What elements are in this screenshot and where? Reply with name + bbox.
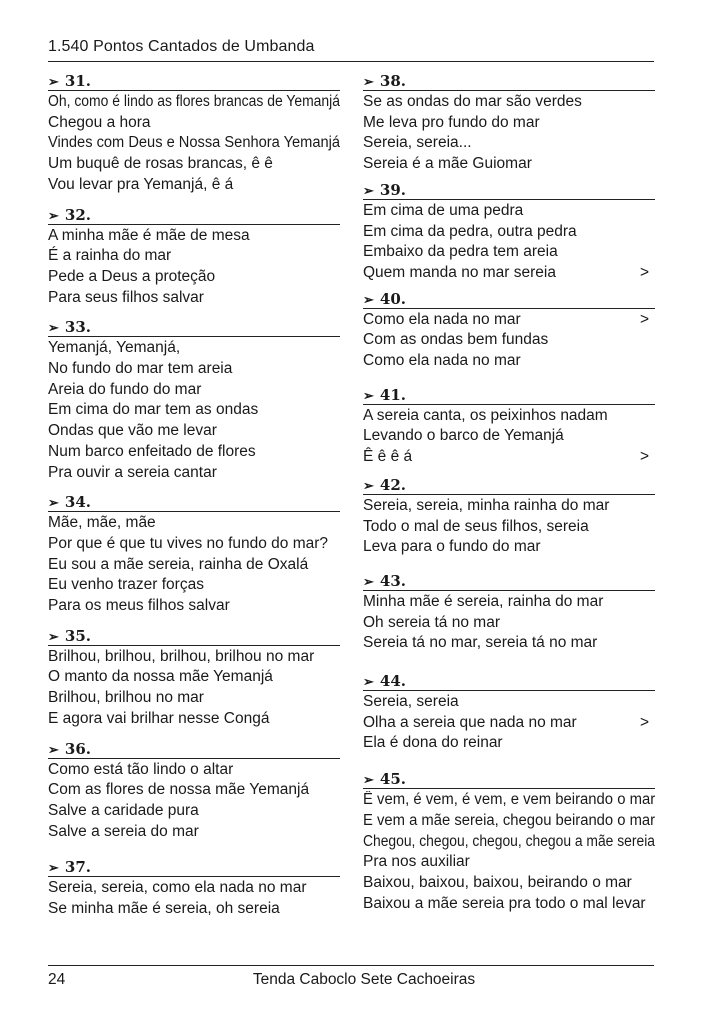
lyric-text: Yemanjá, Yemanjá,: [48, 339, 181, 357]
lyric-line: [363, 154, 655, 175]
lyric-line: [363, 713, 655, 734]
lyric-line: [48, 575, 340, 596]
lyric-line: [48, 380, 340, 401]
lyric-line: [363, 263, 655, 284]
song-section: [363, 770, 655, 914]
lyric-line: [363, 790, 655, 811]
lyric-text: Vou levar pra Yemanjá, ê á: [48, 175, 234, 193]
continue-marker: >: [639, 713, 649, 731]
left-column: [48, 72, 340, 920]
lyric-text: Baixou a mãe sereia pra todo o mal levar: [363, 894, 646, 912]
song-number: [48, 858, 340, 877]
song-number-label: 41.: [379, 385, 407, 404]
lyric-text: Ê ê ê á: [363, 448, 413, 466]
lyric-line: [363, 351, 655, 372]
header-divider: [48, 61, 654, 62]
arrow-bullet-icon: ➢: [363, 574, 374, 590]
song-number: [363, 672, 655, 691]
song-number-label: 36.: [64, 739, 92, 758]
lyric-line: [48, 133, 340, 154]
lyric-text: Levando o barco de Yemanjá: [363, 427, 564, 445]
lyric-line: [48, 463, 340, 484]
lyric-text: Vindes com Deus e Nossa Senhora Yemanjá: [48, 134, 341, 152]
lyric-text: E agora vai brilhar nesse Congá: [48, 709, 270, 727]
publisher-name: Tenda Caboclo Sete Cachoeiras: [252, 971, 476, 988]
song-number-label: 45.: [379, 770, 407, 789]
lyric-line: [363, 852, 655, 873]
song-number: [48, 318, 340, 337]
arrow-bullet-icon: ➢: [363, 183, 374, 199]
lyric-text: Brilhou, brilhou, brilhou, brilhou no mar: [48, 647, 315, 665]
lyric-line: [363, 426, 655, 447]
arrow-bullet-icon: ➢: [48, 75, 59, 90]
lyric-text: E vem a mãe sereia, chegou beirando o mar: [363, 811, 656, 829]
lyric-line: [363, 133, 655, 154]
lyric-text: Sereia é a mãe Guiomar: [363, 155, 532, 173]
lyric-line: [48, 688, 340, 709]
arrow-bullet-icon: ➢: [363, 675, 374, 691]
lyric-line: [48, 822, 340, 843]
lyric-text: Sereia, sereia, como ela nada no mar: [48, 879, 307, 897]
song-number: [48, 493, 340, 512]
lyric-text: A minha mãe é mãe de mesa: [48, 226, 250, 244]
song-number: [48, 740, 340, 759]
song-number-label: 37.: [64, 858, 92, 877]
song-number-label: 40.: [379, 289, 407, 308]
song-number: [363, 572, 655, 591]
arrow-bullet-icon: ➢: [48, 208, 59, 224]
lyric-text: Salve a sereia do mar: [48, 822, 199, 840]
lyric-line: [363, 113, 655, 134]
lyric-text: Sereia, sereia, minha rainha do mar: [363, 496, 610, 514]
lyric-text: Oh sereia tá no mar: [363, 613, 500, 631]
arrow-bullet-icon: ➢: [363, 478, 374, 494]
song-section: [48, 206, 340, 309]
lyric-line: [48, 513, 340, 534]
lyric-text: Por que é que tu vives no fundo do mar?: [48, 534, 329, 552]
lyric-text: Chegou a hora: [48, 113, 151, 131]
lyric-text: Mãe, mãe, mãe: [48, 514, 156, 532]
lyric-text: Brilhou, brilhou no mar: [48, 689, 204, 707]
song-section: [48, 740, 340, 843]
lyric-text: Como ela nada no mar: [363, 310, 521, 328]
lyric-text: Como está tão lindo o altar: [48, 760, 234, 778]
lyric-text: Ê vem, é vem, é vem, e vem beirando o mar: [363, 791, 656, 809]
lyric-line: [48, 596, 340, 617]
song-number: [48, 627, 340, 646]
song-number: [363, 476, 655, 495]
lyric-line: [48, 801, 340, 822]
song-section: [48, 858, 340, 919]
song-number: [48, 72, 340, 91]
arrow-bullet-icon: ➢: [363, 773, 374, 789]
lyric-line: [363, 894, 655, 915]
song-number: [363, 72, 655, 91]
lyric-line: [48, 555, 340, 576]
lyric-line: [363, 537, 655, 558]
lyric-line: [363, 222, 655, 243]
lyric-text: Quem manda no mar sereia: [363, 263, 556, 281]
lyric-text: Salve a caridade pura: [48, 801, 199, 819]
lyric-text: Pra nos auxiliar: [363, 853, 470, 871]
lyric-text: Sereia, sereia: [363, 693, 459, 711]
lyric-line: [363, 733, 655, 754]
song-section: [363, 181, 655, 284]
arrow-bullet-icon: ➢: [48, 496, 59, 512]
lyric-line: [48, 534, 340, 555]
arrow-bullet-icon: ➢: [48, 742, 59, 758]
lyric-line: [48, 359, 340, 380]
lyric-text: Um buquê de rosas brancas, ê ê: [48, 155, 273, 173]
lyric-line: [48, 92, 340, 113]
lyric-line: [363, 613, 655, 634]
lyric-text: Para seus filhos salvar: [48, 288, 204, 306]
lyric-line: [48, 442, 340, 463]
song-number: [363, 181, 655, 200]
lyric-text: Me leva pro fundo do mar: [363, 113, 540, 131]
lyric-text: Oh, como é lindo as flores brancas de Yemanjá: [48, 93, 341, 110]
lyric-text: Olha a sereia que nada no mar: [363, 713, 577, 731]
song-number: [363, 770, 655, 789]
lyric-text: Como ela nada no mar: [363, 352, 521, 370]
lyric-line: [48, 400, 340, 421]
song-number-label: 32.: [64, 205, 92, 224]
lyric-line: [48, 267, 340, 288]
lyric-line: [48, 709, 340, 730]
song-section: [48, 318, 340, 483]
lyric-line: [363, 242, 655, 263]
song-section: [363, 72, 655, 175]
lyric-text: Chegou, chegou, chegou, chegou a mãe sereia: [363, 832, 655, 850]
lyric-text: Todo o mal de seus filhos, sereia: [363, 517, 589, 535]
lyric-text: Se as ondas do mar são verdes: [363, 93, 582, 110]
continue-marker: >: [639, 310, 649, 328]
song-section: [363, 386, 655, 468]
right-column: [363, 72, 655, 914]
lyric-line: [363, 447, 655, 468]
lyric-text: Sereia tá no mar, sereia tá no mar: [363, 634, 598, 652]
lyric-line: [48, 780, 340, 801]
lyric-line: [363, 310, 655, 331]
lyric-line: [363, 811, 655, 832]
lyric-text: Sereia, sereia...: [363, 134, 472, 152]
lyric-text: Minha mãe é sereia, rainha do mar: [363, 592, 604, 610]
book-title: 1.540 Pontos Cantados de Umbanda: [48, 38, 315, 55]
lyric-text: Com as flores de nossa mãe Yemanjá: [48, 781, 310, 799]
arrow-bullet-icon: ➢: [48, 321, 59, 337]
song-number-label: 35.: [64, 626, 92, 645]
song-number: [363, 386, 655, 405]
song-number-label: 33.: [64, 318, 92, 337]
lyric-line: [48, 338, 340, 359]
lyric-text: Pede a Deus a proteção: [48, 267, 216, 285]
lyric-text: Embaixo da pedra tem areia: [363, 243, 558, 261]
song-number-label: 43.: [379, 571, 407, 590]
lyric-line: [363, 592, 655, 613]
lyric-text: A sereia canta, os peixinhos nadam: [363, 406, 608, 424]
lyric-line: [363, 517, 655, 538]
lyric-line: [363, 633, 655, 654]
song-section: [48, 493, 340, 617]
lyric-text: Em cima do mar tem as ondas: [48, 401, 259, 419]
lyric-line: [363, 330, 655, 351]
arrow-bullet-icon: ➢: [363, 292, 374, 308]
arrow-bullet-icon: ➢: [363, 75, 374, 90]
lyric-line: [363, 832, 655, 853]
lyric-line: [48, 154, 340, 175]
lyric-line: [363, 406, 655, 427]
lyric-line: [48, 175, 340, 196]
lyric-line: [363, 201, 655, 222]
lyric-line: [48, 878, 340, 899]
lyric-text: No fundo do mar tem areia: [48, 360, 233, 378]
lyric-line: [48, 647, 340, 668]
lyric-line: [48, 421, 340, 442]
continue-marker: >: [639, 448, 649, 466]
lyric-text: Em cima de uma pedra: [363, 201, 524, 219]
lyric-line: [48, 899, 340, 920]
lyric-line: [363, 496, 655, 517]
song-number-label: 42.: [379, 475, 407, 494]
lyric-line: [48, 667, 340, 688]
lyric-text: Areia do fundo do mar: [48, 380, 202, 398]
lyric-text: Eu venho trazer forças: [48, 576, 204, 594]
lyric-line: [48, 760, 340, 781]
song-number-label: 34.: [64, 493, 92, 512]
lyric-line: [363, 92, 655, 113]
song-section: [363, 672, 655, 754]
song-section: [363, 572, 655, 654]
arrow-bullet-icon: ➢: [363, 388, 374, 404]
song-number-label: 38.: [379, 72, 407, 90]
song-number-label: 44.: [379, 672, 407, 691]
lyric-text: Com as ondas bem fundas: [363, 331, 549, 349]
lyric-text: Baixou, baixou, baixou, beirando o mar: [363, 873, 632, 891]
lyric-line: [48, 113, 340, 134]
lyric-line: [48, 246, 340, 267]
arrow-bullet-icon: ➢: [48, 629, 59, 645]
lyric-text: Em cima da pedra, outra pedra: [363, 222, 577, 240]
lyric-line: [48, 226, 340, 247]
lyric-text: O manto da nossa mãe Yemanjá: [48, 668, 273, 686]
song-section: [363, 290, 655, 372]
footer-divider: [48, 965, 654, 966]
lyric-line: [363, 873, 655, 894]
continue-marker: >: [639, 263, 649, 281]
lyric-text: Ela é dona do reinar: [363, 734, 503, 752]
lyric-text: É a rainha do mar: [48, 247, 172, 265]
lyric-text: Ondas que vão me levar: [48, 422, 217, 440]
lyric-text: Num barco enfeitado de flores: [48, 442, 256, 460]
song-section: [48, 627, 340, 730]
song-section: [363, 476, 655, 558]
song-section: [48, 72, 340, 196]
song-number: [363, 290, 655, 309]
song-number-label: 31.: [64, 72, 92, 90]
lyric-line: [363, 692, 655, 713]
lyric-text: Leva para o fundo do mar: [363, 538, 541, 556]
arrow-bullet-icon: ➢: [48, 861, 59, 877]
page-number: 24: [48, 971, 66, 988]
song-number: [48, 206, 340, 225]
song-number-label: 39.: [379, 180, 407, 199]
lyric-text: Para os meus filhos salvar: [48, 597, 230, 615]
lyric-text: Pra ouvir a sereia cantar: [48, 463, 217, 481]
lyric-line: [48, 288, 340, 309]
lyric-text: Eu sou a mãe sereia, rainha de Oxalá: [48, 555, 309, 573]
lyric-text: Se minha mãe é sereia, oh sereia: [48, 900, 280, 918]
